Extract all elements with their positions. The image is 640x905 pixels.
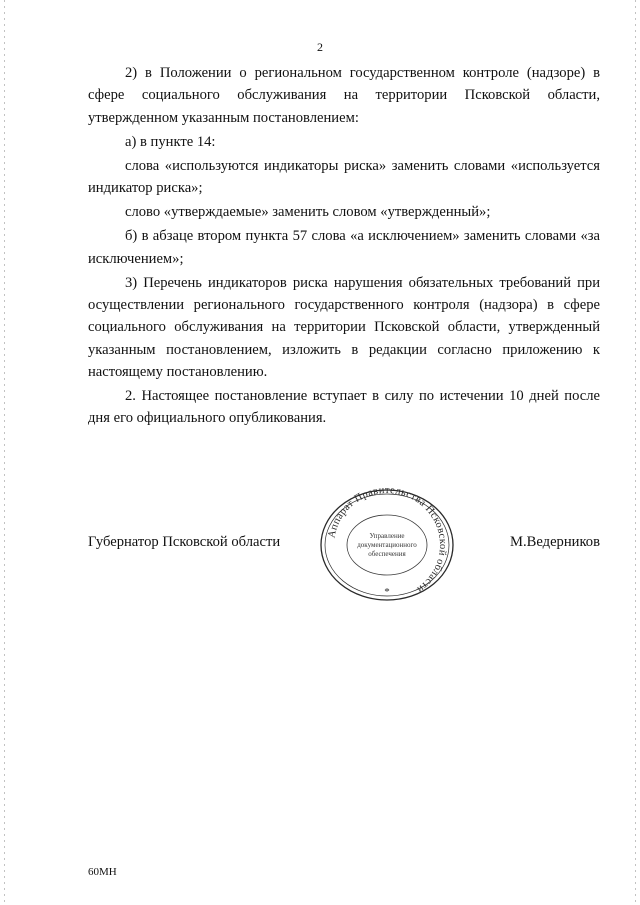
seal-ring-text: Аппарат Правительства Псковской области — [326, 487, 449, 595]
seal-center-line-2: документационного — [357, 541, 417, 549]
paragraph-item-14: а) в пункте 14: — [125, 133, 216, 150]
document-code: 60МН — [88, 866, 117, 878]
paragraph-risk-indicators-list: 3) Перечень индикаторов риска нарушения обязательных требований при осуществлении регионального государственного контроля (надзора) в сфере социального обслуживания на территории Псковской области, утвержденный указанным постановлением, изложить в редакции согласно приложению к настоящему постановлению. — [88, 274, 600, 380]
seal-center-line-1: Управление — [369, 532, 405, 540]
seal-center-line-3: обеспечения — [368, 550, 406, 558]
scan-edge-right — [635, 0, 636, 905]
page-number: 2 — [317, 40, 323, 54]
paragraph-item-57: б) в абзаце втором пункта 57 слова «а исключением» заменить словами «за исключением»; — [88, 228, 600, 267]
seal-star-icon: * — [384, 586, 390, 598]
scan-edge-left — [4, 0, 5, 905]
paragraph-replace-indicators: слова «используются индикаторы риска» заменить словами «используется индикатор риска»; — [88, 157, 600, 197]
official-seal — [316, 487, 458, 603]
paragraph-replace-approved: слово «утверждаемые» заменить словом «утвержденный»; — [125, 204, 491, 221]
signatory-position: Губернатор Псковской области — [88, 534, 281, 550]
document-body — [88, 62, 600, 431]
signatory-name: М.Ведерников — [510, 534, 600, 550]
paragraph-entry-into-force: 2. Настоящее постановление вступает в силу по истечении 10 дней после дня его официального опубликования. — [88, 387, 600, 427]
paragraph-regulation-amendment: 2) в Положении о региональном государственном контроле (надзоре) в сфере социального обслуживания на территории Псковской области, утвержденном указанным постановлением: — [88, 65, 600, 126]
